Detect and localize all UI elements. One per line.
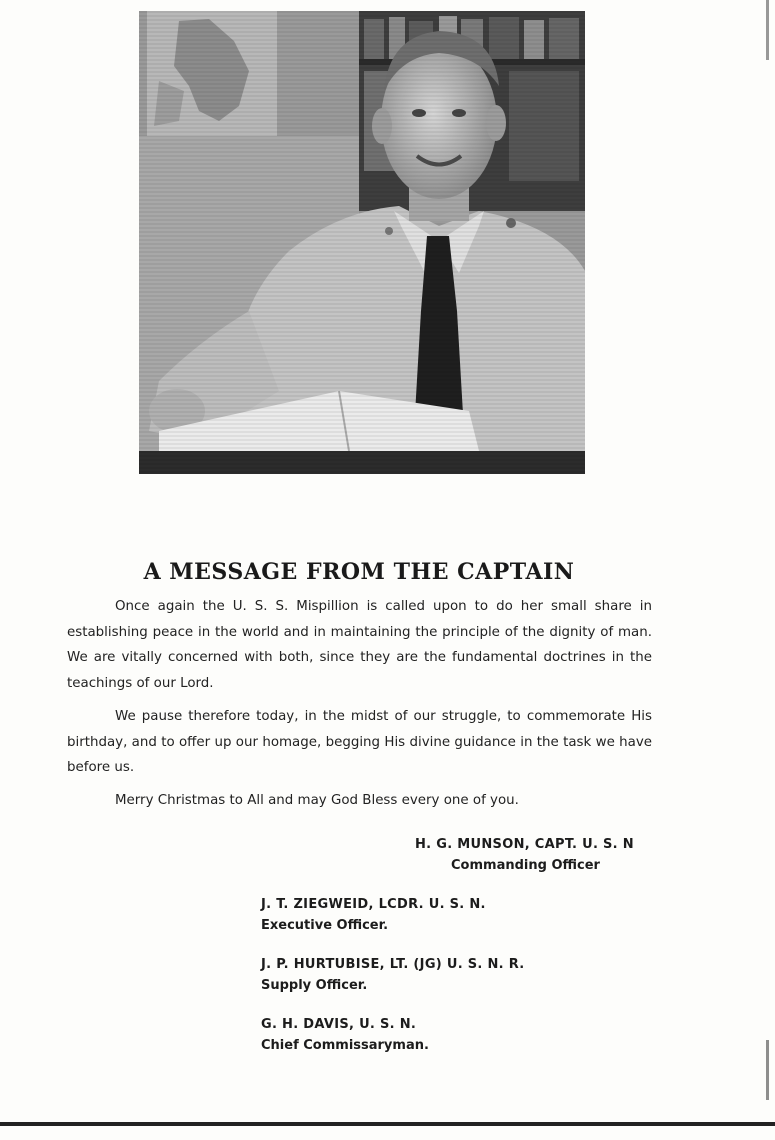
signature-name: H. G. MUNSON, CAPT. U. S. N	[415, 837, 634, 852]
message-paragraph-2: We pause therefore today, in the midst of our struggle, to commemorate His birthday, and to offer up our homage, begging His divine guidance in the task we have before us.	[67, 709, 652, 775]
signature-title: Executive Officer.	[261, 918, 389, 933]
signature-title: Commanding Officer	[451, 858, 600, 873]
captain-portrait-photo	[139, 11, 585, 474]
message-paragraph-3: Merry Christmas to All and may God Bless every one of you.	[115, 793, 519, 808]
message-paragraph-1: Once again the U. S. S. Mispillion is called upon to do her small share in establishing peace in the world and in maintaining the principle of the dignity of man. We are vitally concerned with both, since they are the fundamental doctrines in the teachings of our Lord.	[67, 599, 652, 691]
signature-name: J. P. HURTUBISE, LT. (JG) U. S. N. R.	[261, 957, 525, 972]
message-title: A MESSAGE FROM THE CAPTAIN	[143, 559, 575, 585]
page-bottom-edge	[0, 1122, 775, 1126]
page-edge-shadow	[766, 0, 769, 1140]
signature-captain	[415, 834, 634, 876]
signature-name: G. H. DAVIS, U. S. N.	[261, 1017, 417, 1032]
portrait-illustration	[139, 11, 585, 474]
signature-chief-commissaryman	[261, 1014, 429, 1056]
signature-title: Supply Officer.	[261, 978, 368, 993]
signature-name: J. T. ZIEGWEID, LCDR. U. S. N.	[261, 897, 486, 912]
signature-executive-officer	[261, 894, 486, 936]
signature-supply-officer	[261, 954, 525, 996]
signature-title: Chief Commissaryman.	[261, 1038, 429, 1053]
